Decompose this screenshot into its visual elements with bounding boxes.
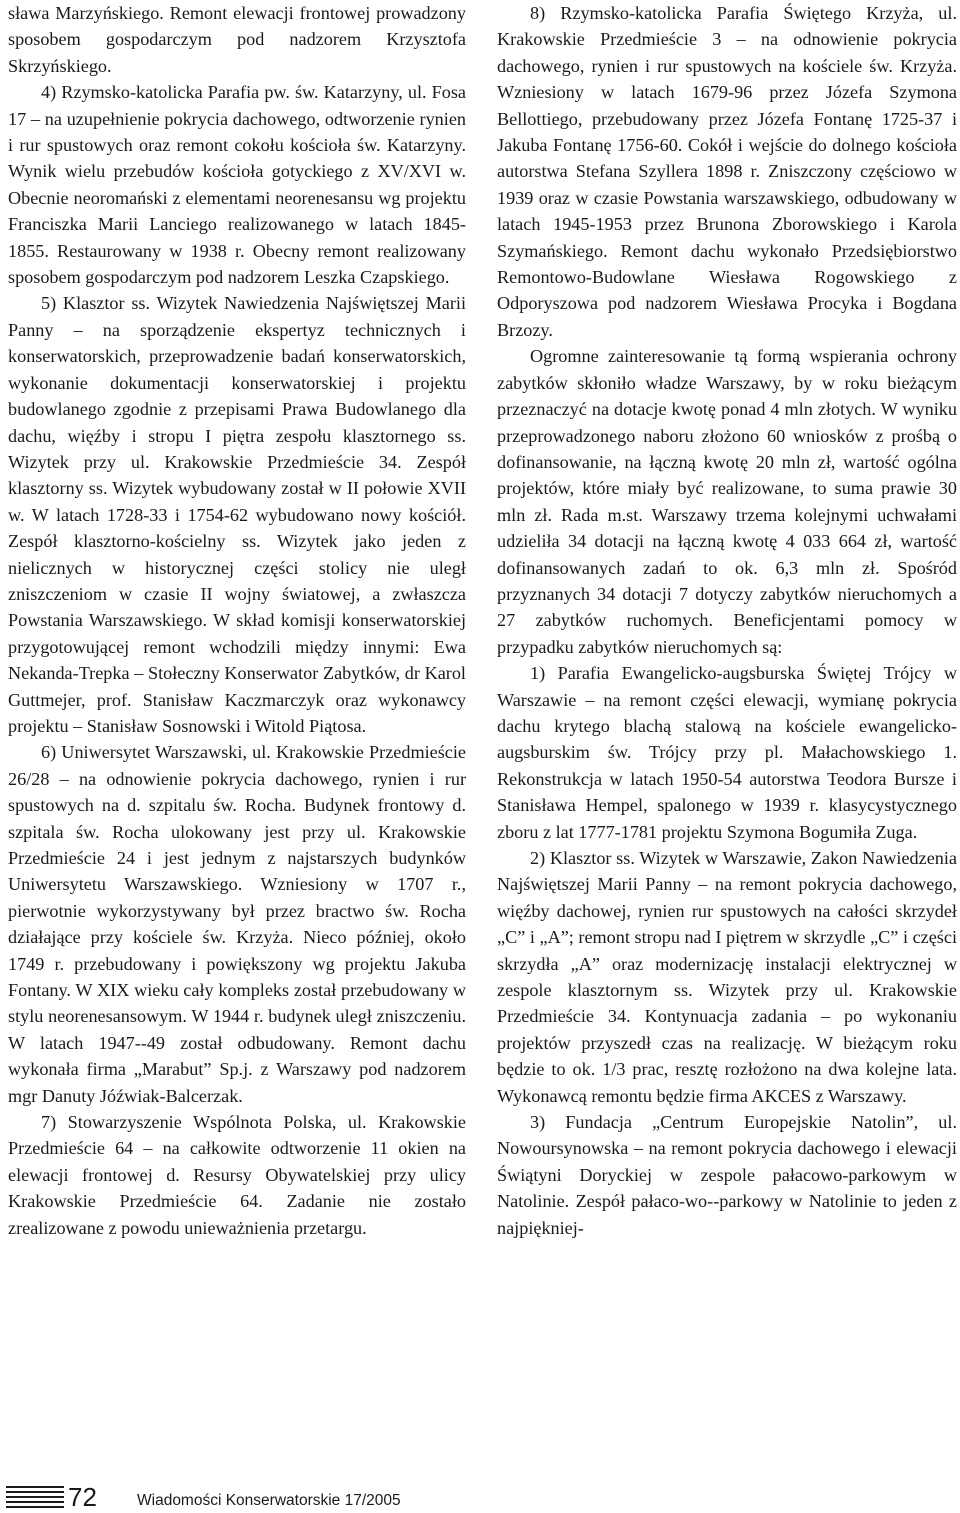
paragraph: 2) Klasztor ss. Wizytek w Warszawie, Zakon Nawiedzenia Najświętszej Marii Panny – na remont pokrycia dachowego, więźby dachowej, rynien rur spustowych na całości skrzydeł „C” i „A”; remont stropu nad I piętrem w skrzydle „C” i części skrzydła „A” oraz modernizację instalacji elektrycznej w zespole klasztornym ss. Wizytek przy ul. Krakowskie Przedmieście 34. Kontynuacja zadania – po wykonaniu projektów przyszedł czas na realizację. W bieżącym roku będzie to ok. 1/3 prac, resztę rozłożono na dwa kolejne lata. Wykonawcą remontu będzie firma AKCES z Warszawy. bbox=[497, 848, 957, 1106]
paragraph: 4) Rzymsko-katolicka Parafia pw. św. Katarzyny, ul. Fosa 17 – na uzupełnienie pokrycia dachowego, odtworzenie rynien i rur spustowych oraz remont cokołu kościoła św. Katarzyny. Wynik wielu przebudów kościoła gotyckiego z XV/XVI w. Obecnie neoromański z elementami neorenesansu wg projektu Franciszka Marii Lanciego realizowanego w latach 1845-1855. Restaurowany w 1938 r. Obecny remont realizowany sposobem gospodarczym pod nadzorem Leszka Czapskiego. bbox=[8, 82, 466, 288]
footer-rule-lines bbox=[6, 1486, 64, 1511]
right-text-column bbox=[497, 0, 957, 1241]
left-text-column bbox=[8, 0, 466, 1241]
paragraph: 8) Rzymsko-katolicka Parafia Świętego Krzyża, ul. Krakowskie Przedmieście 3 – na odnowienie pokrycia dachowego, rynien i rur spustowych na kościele św. Krzyża. Wzniesiony w latach 1679-96 przez Józefa Szymona Bellottiego, przebudowany przez Józefa Fontanę 1725-37 i Jakuba Fontanę 1756-60. Cokół i wejście do dolnego kościoła autorstwa Stefana Szyllera 1898 r. Zniszczony częściowo w 1939 oraz w czasie Powstania warszawskiego, odbudowany w latach 1945-1953 przez Brunona Zborowskiego i Karola Szymańskiego. Remont dachu wykonało Przedsiębiorstwo Remontowo-Budowlane Wiesława Rogowskiego z Odporyszowa pod nadzorem Wiesława Procyka i Bogdana Brzozy. bbox=[497, 3, 957, 340]
paragraph: 6) Uniwersytet Warszawski, ul. Krakowskie Przedmieście 26/28 – na odnowienie pokrycia dachowego, rynien i rur spustowych na d. szpitalu św. Rocha. Budynek frontowy d. szpitala św. Rocha ulokowany jest przy ul. Krakowskie Przedmieście 24 i jest jednym z najstarszych budynków Uniwersytetu Warszawskiego. Wzniesiony w 1707 r., pierwotnie wykorzystywany był przez bractwo św. Rocha działające przy kościele św. Krzyża. Nieco później, około 1749 r. przebudowany i powiększony wg projektu Jakuba Fontany. W XIX wieku cały kompleks został przebudowany w stylu neorenesansowym. W 1944 r. budynek uległ zniszczeniu. W latach 1947--49 został odbudowany. Remont dachu wykonała firma „Marabut” Sp.j. z Warszawy pod nadzorem mgr Danuty Jóźwiak-Balcerzak. bbox=[8, 742, 466, 1106]
journal-title: Wiadomości Konserwatorskie 17/2005 bbox=[137, 1492, 401, 1509]
paragraph: 5) Klasztor ss. Wizytek Nawiedzenia Najświętszej Marii Panny – na sporządzenie ekspertyz technicznych i konserwatorskich, przeprowadzenie badań konserwatorskich, wykonanie dokumentacji konserwatorskiej i projektu budowlanego zgodnie z przepisami Prawa Budowlanego dla dachu, więźby i stropu I piętra zespołu klasztornego ss. Wizytek przy ul. Krakowskie Przedmieście 34. Zespół klasztorny ss. Wizytek wybudowany został w II połowie XVII w. W latach 1728-33 i 1754-62 wybudowano nowy kościół. Zespół klasztorno-kościelny ss. Wizytek jako jeden z nielicznych w historycznej części stolicy nie uległ zniszczeniom w czasie II wojny światowej, a zwłaszcza Powstania Warszawskiego. W skład komisji konserwatorskiej przygotowującej remont wchodzili między innymi: Ewa Nekanda-Trepka – Stołeczny Konserwator Zabytków, dr Karol Guttmejer, prof. Stanisław Kaczmarczyk oraz wykonawcy projektu – Stanisław Sosnowski i Witold Piątosa. bbox=[8, 293, 466, 736]
paragraph: 1) Parafia Ewangelicko-augsburska Świętej Trójcy w Warszawie – na remont części elewacji, wymianę pokrycia dachu krytego blachą stalową na kościele ewangelicko-augsburskim św. Trójcy przy pl. Małachowskiego 1. Rekonstrukcja w latach 1950-54 autorstwa Teodora Bursze i Stanisława Hempel, spalonego w 1939 r. klasycystycznego zboru z lat 1777-1781 projektu Szymona Bogumiła Zuga. bbox=[497, 663, 957, 842]
paragraph: sława Marzyńskiego. Remont elewacji frontowej prowadzony sposobem gospodarczym pod nadzorem Krzysztofa Skrzyńskiego. bbox=[8, 3, 466, 76]
paragraph: 7) Stowarzyszenie Wspólnota Polska, ul. Krakowskie Przedmieście 64 – na całkowite odtworzenie 11 okien na elewacji frontowej d. Resursy Obywatelskiej przy ulicy Krakowskie Przedmieście 64. Zadanie nie zostało zrealizowane z powodu unieważnienia przetargu. bbox=[8, 1112, 466, 1238]
page-number: 72 bbox=[68, 1482, 97, 1512]
paragraph: 3) Fundacja „Centrum Europejskie Natolin”, ul. Nowoursynowska – na remont pokrycia dachowego i elewacji Świątyni Doryckiej w zespole pałacowo-parkowym w Natolinie. Zespół pałaco-wo--parkowy w Natolinie to jeden z najpiękniej- bbox=[497, 1112, 957, 1238]
paragraph: Ogromne zainteresowanie tą formą wspierania ochrony zabytków skłoniło władze Warszawy, by w roku bieżącym przeznaczyć na dotacje kwotę ponad 4 mln złotych. W wyniku przeprowadzonego naboru złożono 60 wniosków z prośbą o dofinansowanie, na łączną kwotę 20 mln zł, wartość ogólna projektów, które miały być realizowane, to suma prawie 30 mln zł. Rada m.st. Warszawy trzema kolejnymi uchwałami udzieliła 34 dotacji na łączną kwotę 4 033 664 zł, wartość dofinansowanych zadań to ok. 6,3 mln zł. Spośród przyznanych 34 dotacji 7 dotyczy zabytków nieruchomych a 27 zabytków ruchomych. Beneficjentami pomocy w przypadku zabytków nieruchomych są: bbox=[497, 346, 957, 657]
